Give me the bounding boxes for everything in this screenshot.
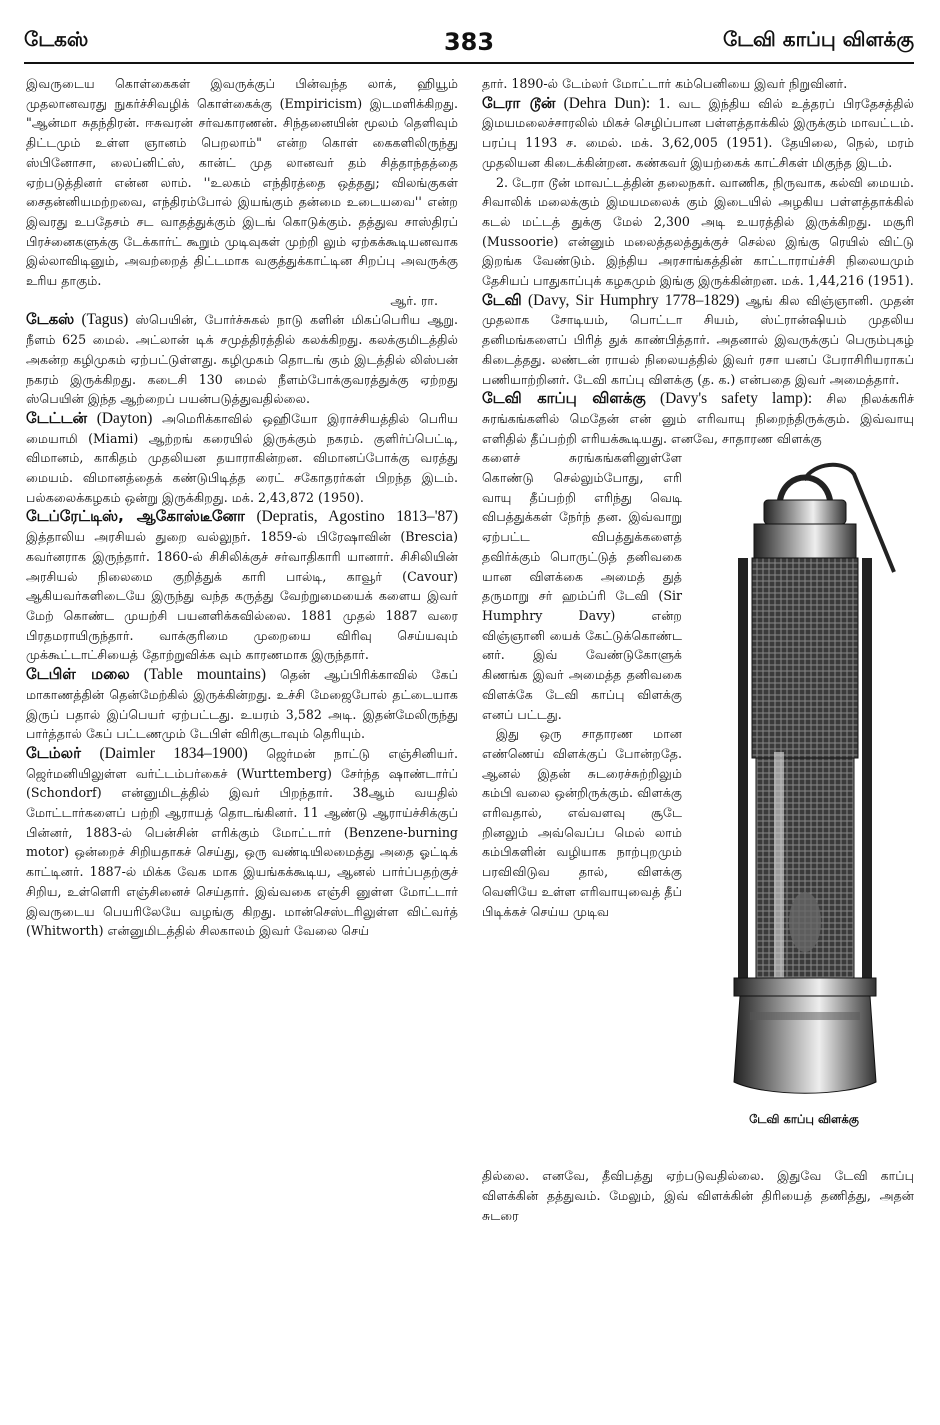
entry-body: அமெரிக்காவில் ஒஹியோ இராச்சியத்தில் பெரிய மையாமி (Miami) ஆற்றங் கரையில் இருக்கும் நகரம். குளிர்ப்பெட்டி, விமானம், காகிதம் முதலியன தயாராகின்றன. விமானப்போக்கு வரத்து மையம். விமானத்தைக் கண்டுபிடித்த ரைட் சகோதரர்கள் பிறந்த இடம். பல்கலைக்கழகம் ஒன்று இருக்கிறது. மக். 2,43,872 (1950). [26,410,458,505]
header-right-word: டேவி காப்பு விளக்கு [722,26,914,51]
entry-dehra-dun [482,94,914,173]
entry-heading-roman: (Depratis, Agostino 1813–'87) [256,508,458,526]
figure-caption: டேவி காப்பு விளக்கு [749,1112,859,1127]
left-column [26,74,458,941]
entry-tagus [26,310,458,409]
entry-heading: டேப்ரேட்டிஸ், ஆகோஸ்டீனோ [26,507,245,526]
entry-heading: டேபிள் மலை [26,665,130,684]
author-initials: ஆர். ரா. [390,292,438,308]
right-column [482,74,914,1225]
entry-body: இத்தாலிய அரசியல் துறை வல்லுநர். 1859-ல் பிரேஷாவின் (Brescia) கவர்னராக இருந்தார். 1860-ல் சிசிலிக்குச் சர்வாதிகாரி யானார். சிசிலியின் அரசியல் நிலைமை குறித்துக் காரி பால்டி, காவூர் (Cavour) ஆகியவர்களிடையே இருந்து வந்த கருத்து வேற்றுமையைக் களைய இவர் மேற் கொண்ட முயற்சி பயனளிக்கவில்லை. 1881 முதல் 1887 வரை பிரதமராயிருந்தார். வாக்குரிமை முறையை விரிவு செய்யவும் முக்கூட்டாட்சியைத் தோற்றுவிக்க வும் காரணமாக இருந்தார். [26,529,458,663]
safety-lamp-illustration-icon [694,452,914,1102]
continuation-text: தார். 1890-ல் டேம்லர் மோட்டார் கம்பெனியை இவர் நிறுவினர். [482,76,848,91]
entry-body: தில்லை. எனவே, தீவிபத்து ஏற்படுவதில்லை. இதுவே டேவி காப்பு விளக்கின் தத்துவம். மேலும், இவ் விளக்கின் திரியைத் தணித்து, அதன் சுடரை [482,1168,914,1223]
entry-dayton [26,409,458,508]
entry-heading-roman: (Daimler 1834–1900) [99,744,248,762]
entry-heading: டேவி [482,290,522,309]
entry-heading: டேவி காப்பு விளக்கு [482,389,646,408]
entry-davy [482,291,914,390]
entry-body: சில நிலக்கரிச் சுரங்கங்களில் மெதேன் என் னும் எரிவாயு நிறைந்திருக்கும். இவ்வாயு எளிதில் தீப்பற்றி எரியக்கூடியது. எனவே, சாதாரண விளக்கு [482,391,914,446]
entry-heading-roman: (Dayton) [96,409,153,427]
entry-body: 1. வட இந்திய வில் உத்தரப் பிரதேசத்தில் இமயமலைச்சாரலில் மிகச் செழிப்பான பள்ளத்தாக்கில் இருக்கும் மாவட்டம். பரப்பு 1193 ச. மைல். மக். 3,62,005 (1951). தேயிலை, நெல், மரம் முதலியன கிடைக்கின்றன. கண்கவர் இயற்கைக் காட்சிகள் மிகுந்த இடம். [482,95,914,170]
entry-body: களைச் சுரங்கங்களினுள்ளே கொண்டு செல்லும்போது, எரி வாயு தீப்பற்றி எரிந்து வெடி விபத்துக்கள் நேர்ந் தன. இவ்வாறு ஏற்பட்ட விபத்துக்களைத் தவிர்க்கும் பொருட்டுத் தனிவகை யான விளக்கை அமைத் துத் தருமாறு சர் ஹம்ப்ரி டேவி (Sir Humphry Davy) என்ற விஞ்ஞானி யைக் கேட்டுக்கொண்ட னர். இவ் வேண்டுகோளுக் கிணங்க இவர் அமைத்த தனிவகை விளக்கே டேவி காப்பு விளக்கு எனப் பட்டது. [482,450,682,722]
entry-heading: டேம்லர் [26,743,81,762]
entry-dehra-dun-2 [482,173,914,291]
entry-heading: டேரா டூன் [482,93,556,112]
entry-davy-lamp [482,389,914,1166]
entry-body: இது ஒரு சாதாரண மான எண்ணெய் விளக்குப் போன்றதே. ஆனல் இதன் சுடரைச்சுற்றிலும் கம்பி வலை ஒன்றிருக்கும். விளக்கு எரிவதால், எவ்வளவு சூடே றினலும் அவ்வெப்ப மெல் லாம் கம்பிகளின் வழியாக நாற்புறமும் பரவிவிடுவ தால், விளக்கு வெளியே உள்ள எரிவாயுவைத் தீப் பிடிக்கச் செய்ய முடிவ [482,726,682,919]
lamp-body-end [482,1166,914,1225]
entry-heading: டேகஸ் [26,310,75,329]
entry-heading-roman: (Dehra Dun): [563,94,651,112]
header-left-word: டேகஸ் [24,26,89,51]
entry-body: ஆங் கில விஞ்ஞானி. முதன் முதலாக சோடியம், பொட்டா சியம், ஸ்ட்ரான்ஷியம் முதலிய தனிமங்களைப் பிரித் துக் காண்பித்தார். அதனால் இவருக்குப் பெரும்புகழ் கிடைத்தது. லண்டன் ராயல் நிலையத்தில் இவர் ரசா யனப் பேராசிரியராகப் பணியாற்றினர். டேவி காப்பு விளக்கு (த. க.) என்பதை இவர் அமைத்தார். [482,292,914,387]
entry-continuation-right [482,74,914,94]
entry-heading-roman: (Davy's safety lamp): [659,390,813,408]
entry-body: 2. டேரா டூன் மாவட்டத்தின் தலைநகர். வாணிக, நிருவாக, கல்வி மையம். சிவாலிக் மலைக்கும் இமயமலைக் கும் இடையில் அழகிய பள்ளத்தாக்கில் கடல் மட்டத் துக்கு மேல் 2,300 அடி உயரத்தில் இருக்கிறது. மசூரி (Mussoorie) என்னும் மலைத்தலத்துக்குச் செல்ல இங்கு ரெயில் விட்டு இறங்க வேண்டும். இந்திய அரசாங்கத்தின் காட்டாராய்ச்சி நிலையமும் தேசியப் பாதுகாப்புக் கழகமும் இங்கு இருக்கின்றன. மக். 1,44,216 (1951). [482,174,914,289]
entry-continuation [26,74,458,310]
entry-daimler [26,744,458,941]
entry-heading-roman: (Davy, Sir Humphry 1778–1829) [528,291,740,309]
lamp-figure [694,452,914,1162]
entry-heading-roman: (Tagus) [81,311,129,329]
entry-heading: டேட்டன் [26,408,88,427]
continuation-text: இவருடைய கொள்கைகள் இவருக்குப் பின்வந்த லாக், ஹியூம் முதலானவரது நுகர்ச்சிவழிக் கொள்கைக்கு (Empiricism) இடமளிக்கிறது. "ஆன்மா சுதந்திரன். ஈசுவரன் சர்வகாரணன். சிந்தனையின் மூலம் தெளிவும் திட்டமும் உள்ள ஞானம் பெறலாம்" என்ற கொள் கைகளிலிருந்து ஸ்பினோசா, லைப்னிட்ஸ், கான்ட் முத லானவர் தம் சித்தாந்தத்தை ஏற்படுத்தினர் என்ன லாம். ''உலகம் எந்திரத்தை ஒத்தது; விலங்குகள் சைதன்னியமற்றவை, எந்திரம்போல் இயங்கும் தன்மை உடையவை'' என்ற இவரது உபதேசம் சட வாதத்துக்கும் இடங் கொடுக்கும். தத்துவ சாஸ்திரப் பிரச்னைகளுக்கு டேக்கார்ட் கூறும் முடிவுகள் முற்றி லும் ஏற்கக்கூடியனவாக இல்லாவிடினும், அவற்றைத் திட்டமாக வகுத்துக்காட்டின சிறப்பு அவருக்கு உரிய தாகும். [26,76,458,289]
entry-body: தென் ஆப்பிரிக்காவில் கேப் மாகாணத்தின் தென்மேற்கில் இருக்கின்றது. உச்சி மேஜைபோல் தட்டையாக இருப் பதால் இப்பெயர் ஏற்பட்டது. உயரம் 3,582 அடி. இதன்மேலிருந்து பார்த்தால் கேப் பட்டணமும் டேபிள் விரிகுடாவும் தெரியும். [26,667,458,742]
entry-body: ஸ்பெயின், போர்ச்சுகல் நாடு களின் மிகப்பெரிய ஆறு. நீளம் 625 மைல். அட்லான் டிக் சமுத்திரத்தில் கலக்கிறது. கலக்குமிடத்தில் அகன்ற கழிமுகம் ஏற்பட்டுள்ளது. கழிமுகம் தொடங் கும் இடத்தில் லிஸ்பன் நகரம் இருக்கிறது. கடைசி 130 மைல் நீளம்போக்குவரத்துக்கு ஏற்றது ஸ்பெயின் இந்த ஆற்றைப் பயன்படுத்துவதில்லை. [26,312,458,407]
entry-heading-roman: (Table mountains) [143,666,266,684]
lamp-intro [482,389,914,448]
entry-depretis [26,507,458,665]
page-number: 383 [443,28,495,56]
entry-table-mountains [26,665,458,744]
page-header [24,18,914,64]
entry-body: ஜெர்மன் நாட்டு எஞ்சினியர். ஜெர்மனியிலுள்ள வர்ட்டம்பர்கைச் (Wurttemberg) சேர்ந்த ஷாண்டார்ப் (Schondorf) என்னுமிடத்தில் இவர் பிறந்தார். 38ஆம் வயதில் மோட்டார்களைப் பற்றி ஆராயத் தொடங்கினர். 11 ஆண்டு ஆராய்ச்சிக்குப் பின்னர், 1883-ல் பென்சின் எரிக்கும் மோட்டார் (Benzene-burning motor) ஒன்றைச் சிறியதாகச் செய்து, ஒரு வண்டியிலமைத்து அதை ஓட்டிக் காட்டினர். 1887-ல் மிக்க வேக மாக இயங்கக்கூடிய, ஆனல் பார்ப்பதற்குச் சிறிய, உள்ளெரி எஞ்சினைச் செய்தார். இவ்வகை எஞ்சி னுள்ள மோட்டார் இவருடைய பெயரிலேயே வழங்கு கிறது. மான்செஸ்டரிலுள்ள விட்வர்த் (Whitworth) என்னுமிடத்தில் சிலகாலம் இவர் வேலை செய் [26,745,459,939]
